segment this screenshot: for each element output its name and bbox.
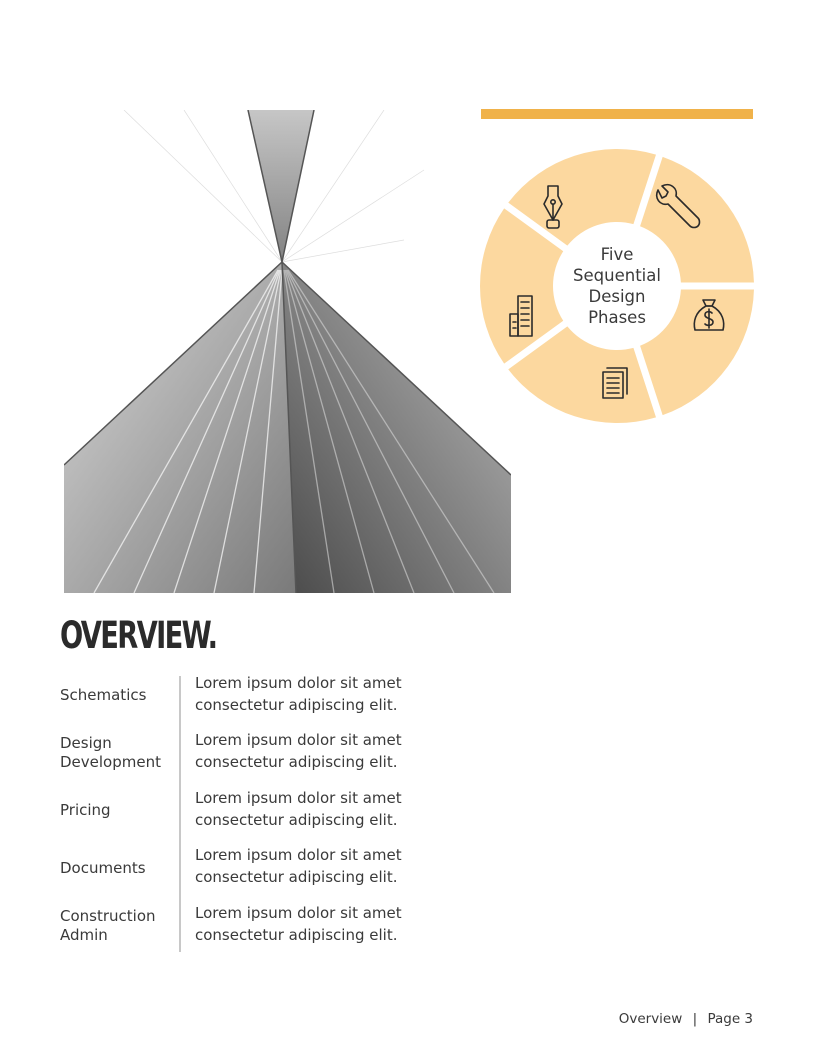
center-line-4: Phases <box>588 308 646 327</box>
phase-label: Pricing <box>60 801 111 819</box>
description-line-2: consectetur adipiscing elit. <box>195 811 398 829</box>
phase-description <box>195 787 455 831</box>
phase-label: Schematics <box>60 686 147 704</box>
column-divider <box>179 676 181 952</box>
center-line-3: Design <box>588 287 646 306</box>
description-line-1: Lorem ipsum dolor sit amet <box>195 904 402 922</box>
description-line-2: consectetur adipiscing elit. <box>195 753 398 771</box>
overview-heading: OVERVIEW. <box>60 614 217 657</box>
description-line-1: Lorem ipsum dolor sit amet <box>195 789 402 807</box>
description-line-1: Lorem ipsum dolor sit amet <box>195 731 402 749</box>
skyscraper-illustration <box>64 110 511 593</box>
phase-description <box>195 902 455 946</box>
wheel-center-label <box>547 216 687 356</box>
skyscraper-photo <box>64 110 511 593</box>
phase-label: Documents <box>60 859 146 877</box>
footer-separator: | <box>692 1011 698 1027</box>
description-line-1: Lorem ipsum dolor sit amet <box>195 674 402 692</box>
center-line-2: Sequential <box>573 266 661 285</box>
accent-bar <box>481 109 753 119</box>
center-line-1: Five <box>600 245 634 264</box>
description-line-2: consectetur adipiscing elit. <box>195 696 398 714</box>
description-line-2: consectetur adipiscing elit. <box>195 868 398 886</box>
description-line-1: Lorem ipsum dolor sit amet <box>195 846 402 864</box>
phase-description <box>195 672 455 716</box>
page-footer <box>619 1011 753 1027</box>
phase-label: Design Development <box>60 734 161 771</box>
footer-section: Overview <box>618 1011 683 1027</box>
description-line-2: consectetur adipiscing elit. <box>195 926 398 944</box>
phase-description <box>195 729 455 773</box>
documents-icon <box>603 368 627 398</box>
footer-page-number: Page 3 <box>707 1011 753 1027</box>
phase-description <box>195 844 455 888</box>
phase-label: Construction Admin <box>60 907 156 944</box>
